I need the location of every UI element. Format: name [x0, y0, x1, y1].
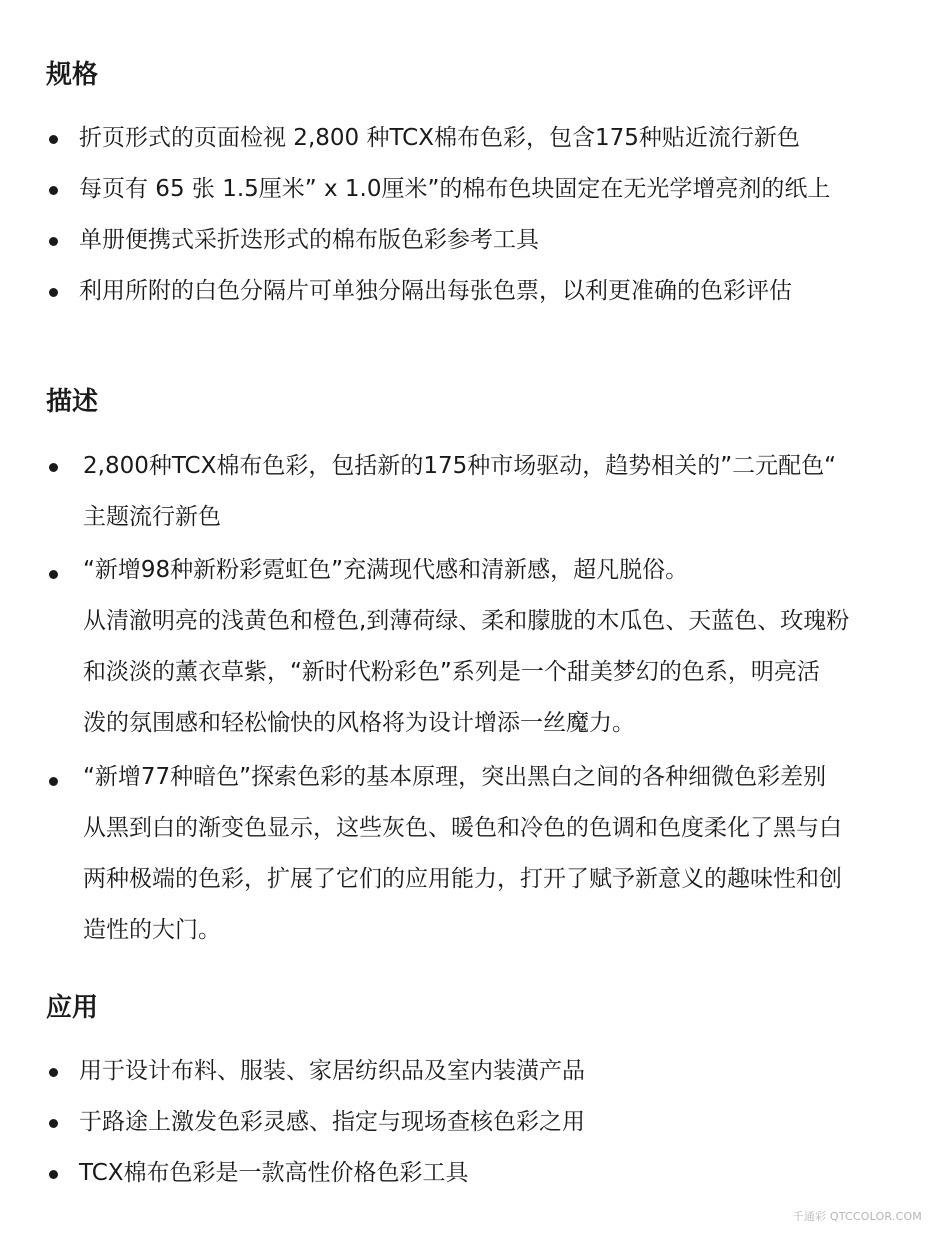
list-item-text: [83, 752, 920, 956]
list-item-text: 折页形式的页面检视 2,800 种TCX棉布色彩，包含175种贴近流行新色: [79, 125, 800, 151]
list-item: [0, 164, 940, 215]
bullet-icon: [49, 1170, 58, 1179]
watermark: 千通彩 QTCCOLOR.COM: [792, 1210, 922, 1223]
list-item-text: 单册便携式采折迭形式的棉布版色彩参考工具: [79, 227, 539, 253]
bullet-icon: [49, 1119, 58, 1128]
text-line: 和淡淡的薰衣草紫，“新时代粉彩色”系列是一个甜美梦幻的色系，明亮活: [83, 659, 820, 685]
bullet-icon: [49, 288, 58, 297]
list-item: [0, 1046, 940, 1097]
list-item: [0, 1148, 940, 1199]
text-line: “新增98种新粉彩霓虹色”充满现代感和清新感，超凡脱俗。: [83, 557, 689, 583]
list-item-text: 于路途上激发色彩灵感、指定与现场查核色彩之用: [79, 1109, 585, 1135]
list-item: [0, 266, 940, 317]
text-line: 主题流行新色: [83, 504, 221, 530]
text-line: 两种极端的色彩，扩展了它们的应用能力，打开了赋予新意义的趣味性和创: [83, 866, 842, 892]
bullet-icon: [49, 237, 58, 246]
text-line: 2,800种TCX棉布色彩，包括新的175种市场驱动，趋势相关的”二元配色“: [83, 453, 837, 479]
list-item-text: 利用所附的白色分隔片可单独分隔出每张色票，以利更准确的色彩评估: [79, 278, 792, 304]
bullet-icon: [49, 1068, 58, 1077]
text-line: 造性的大门。: [83, 917, 221, 943]
list-item: [0, 215, 940, 266]
text-line: 泼的氛围感和轻松愉快的风格将为设计增添一丝魔力。: [83, 710, 635, 736]
text-line: “新增77种暗色”探索色彩的基本原理，突出黑白之间的各种细微色彩差别: [83, 764, 827, 790]
list-item-text: [83, 545, 920, 749]
bullet-icon: [49, 777, 58, 786]
list-item-text: TCX棉布色彩是一款高性价格色彩工具: [79, 1160, 469, 1186]
list-item-text: 每页有 65 张 1.5厘米” x 1.0厘米”的棉布色块固定在无光学增亮剂的纸上: [79, 176, 831, 202]
text-line: 从黑到白的渐变色显示，这些灰色、暖色和冷色的色调和色度柔化了黑与白: [83, 815, 842, 841]
description-heading: 描述: [46, 387, 99, 417]
text-line: 从清澈明亮的浅黄色和橙色,到薄荷绿、柔和朦胧的木瓜色、天蓝色、玫瑰粉: [83, 608, 850, 634]
specs-heading: 规格: [46, 60, 99, 90]
list-item-text: 用于设计布料、服装、家居纺织品及室内装潢产品: [79, 1058, 585, 1084]
bullet-icon: [49, 463, 58, 472]
bullet-icon: [49, 135, 58, 144]
application-heading: 应用: [46, 993, 99, 1023]
bullet-icon: [49, 186, 58, 195]
list-item-text: [83, 441, 920, 543]
list-item: [0, 1097, 940, 1148]
list-item: [0, 113, 940, 164]
bullet-icon: [49, 570, 58, 579]
